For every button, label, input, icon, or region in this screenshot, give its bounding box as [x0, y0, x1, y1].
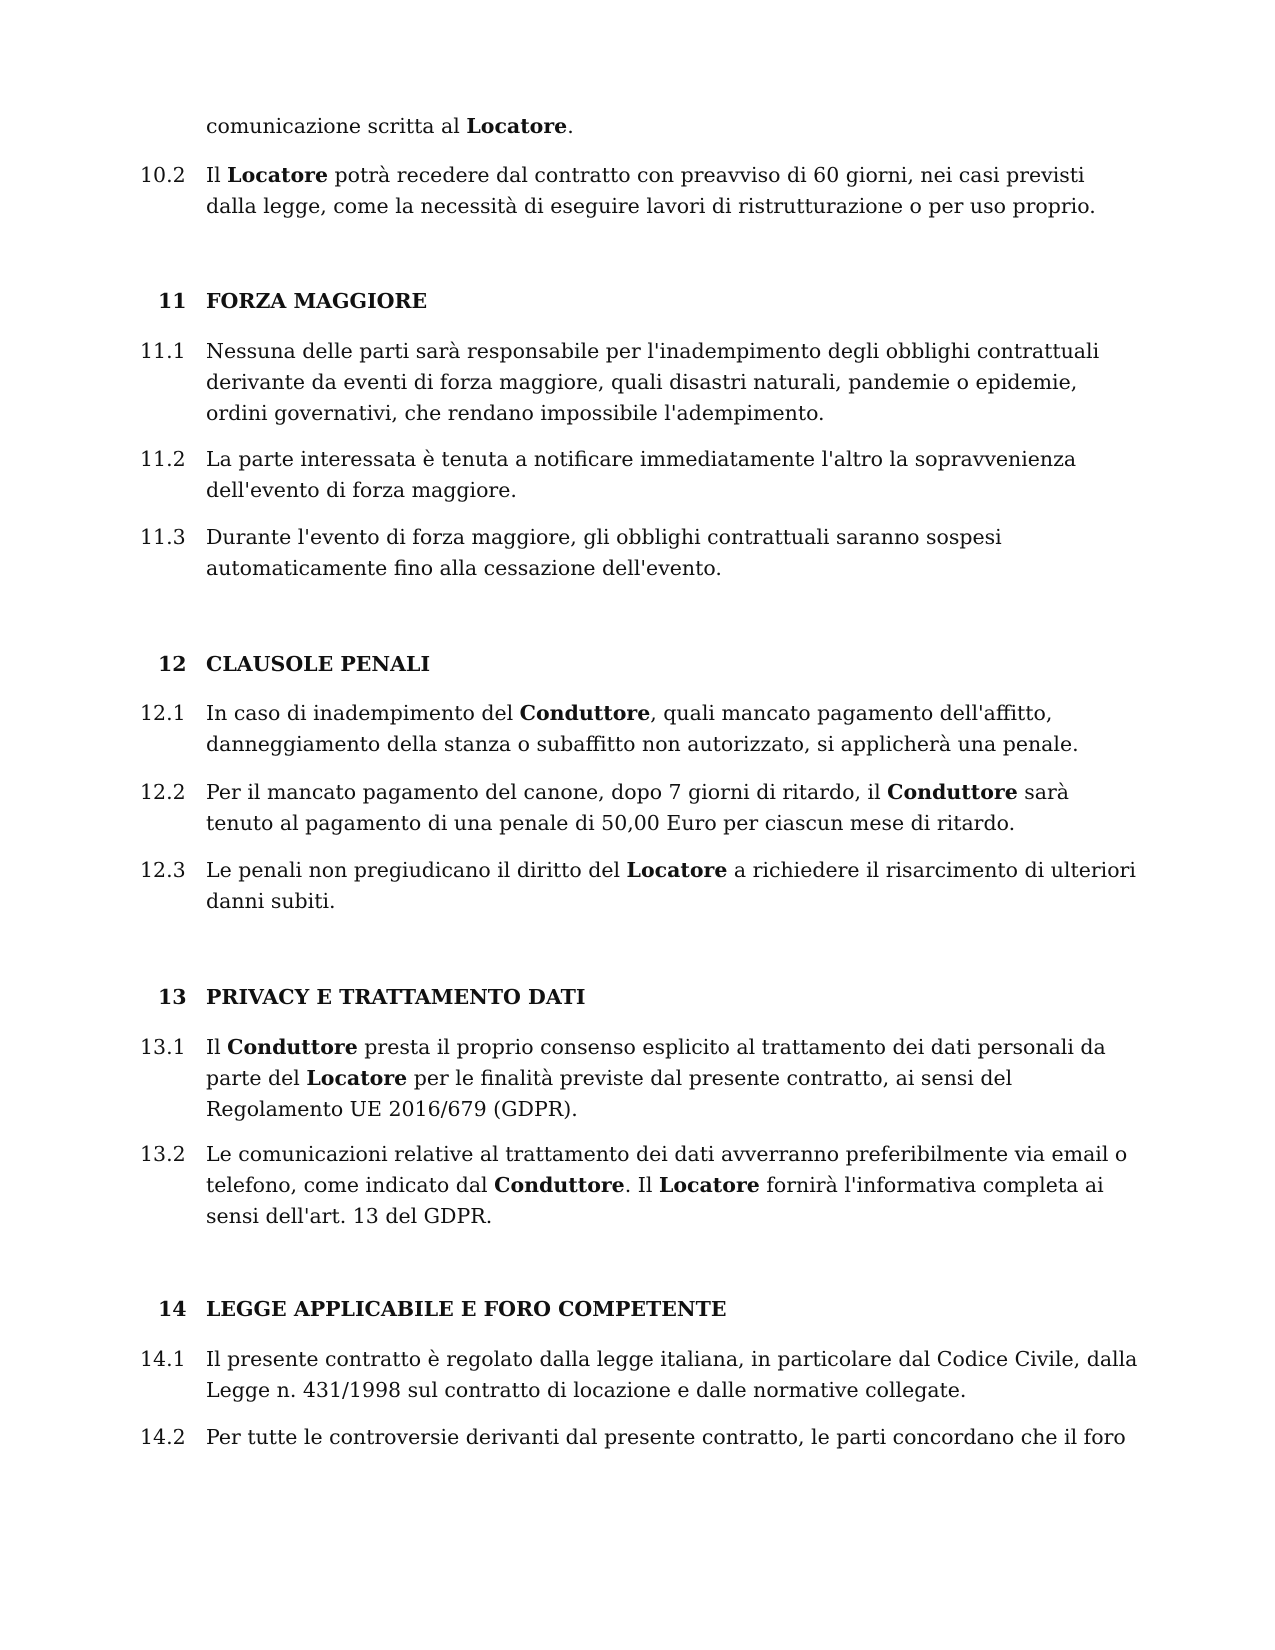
- clause-number: 14.1: [140, 1347, 186, 1371]
- section-13-heading: [140, 982, 1140, 1013]
- clause-text: comunicazione scritta al Locatore.: [206, 114, 574, 138]
- clause-text: Il Locatore potrà recedere dal contratto con preavviso di 60 giorni, nei casi previsti dalla legge, come la necessità di eseguire lavori di ristrutturazione o per uso proprio.: [206, 163, 1096, 218]
- clause-text: Durante l'evento di forza maggiore, gli obblighi contrattuali saranno sospesi automaticamente fino alla cessazione dell'evento.: [206, 525, 1002, 580]
- clause-12-1: [140, 698, 1140, 760]
- clause-14-2: [140, 1422, 1140, 1453]
- section-number: 13: [158, 985, 187, 1009]
- section-12-heading: [140, 649, 1140, 680]
- clause-12-3: [140, 855, 1140, 917]
- clause-number: 13.2: [140, 1142, 186, 1166]
- clause-text: Le penali non pregiudicano il diritto del Locatore a richiedere il risarcimento di ulteriori danni subiti.: [206, 858, 1136, 913]
- clause-number: 11.3: [140, 525, 186, 549]
- clause-text: Nessuna delle parti sarà responsabile per l'inadempimento degli obblighi contrattuali derivante da eventi di forza maggiore, quali disastri naturali, pandemie o epidemie, ordini governativi, che rendano impossibile l'adempimento.: [206, 339, 1100, 425]
- clause-number: [140, 111, 206, 142]
- section-number: 12: [158, 652, 187, 676]
- clause-text: Per tutte le controversie derivanti dal presente contratto, le parti concordano che il foro: [206, 1425, 1126, 1449]
- clause-11-1: [140, 336, 1140, 429]
- clause-text: Le comunicazioni relative al trattamento dei dati avverranno preferibilmente via email o telefono, come indicato dal Conduttore. Il Locatore fornirà l'informativa completa ai sensi dell'art. 13 del GDPR.: [206, 1142, 1128, 1228]
- clause-text: Il Conduttore presta il proprio consenso esplicito al trattamento dei dati personali da parte del Locatore per le finalità previste dal presente contratto, ai sensi del Regolamento UE 2016/679 (GDPR).: [206, 1035, 1106, 1121]
- clause-13-1: [140, 1032, 1140, 1125]
- clause-text: Il presente contratto è regolato dalla legge italiana, in particolare dal Codice Civile, dalla Legge n. 431/1998 sul contratto di locazione e dalle normative collegate.: [206, 1347, 1138, 1402]
- section-title: PRIVACY E TRATTAMENTO DATI: [206, 985, 586, 1009]
- clause-number: 12.3: [140, 858, 186, 882]
- clause-number: 11.1: [140, 339, 186, 363]
- clause-13-2: [140, 1139, 1140, 1232]
- section-title: CLAUSOLE PENALI: [206, 652, 431, 676]
- clause-10-1-continuation: [140, 111, 1140, 142]
- section-14-heading: [140, 1294, 1140, 1325]
- clause-text: La parte interessata è tenuta a notificare immediatamente l'altro la sopravvenienza dell'evento di forza maggiore.: [206, 447, 1077, 502]
- section-number: 11: [158, 289, 187, 313]
- section-title: LEGGE APPLICABILE E FORO COMPETENTE: [206, 1297, 727, 1321]
- section-11-heading: [140, 286, 1140, 317]
- clause-number: 10.2: [140, 163, 186, 187]
- clause-number: 14.2: [140, 1425, 186, 1449]
- clause-number: 11.2: [140, 447, 186, 471]
- clause-11-2: [140, 444, 1140, 506]
- clause-number: 12.2: [140, 780, 186, 804]
- clause-11-3: [140, 522, 1140, 584]
- clause-number: 12.1: [140, 701, 186, 725]
- clause-text: In caso di inadempimento del Conduttore, quali mancato pagamento dell'affitto, danneggiamento della stanza o subaffitto non autorizzato, si applicherà una penale.: [206, 701, 1079, 756]
- section-number: 14: [158, 1297, 187, 1321]
- clause-12-2: [140, 777, 1140, 839]
- clause-text: Per il mancato pagamento del canone, dopo 7 giorni di ritardo, il Conduttore sarà tenuto al pagamento di una penale di 50,00 Euro per ciascun mese di ritardo.: [206, 780, 1070, 835]
- section-title: FORZA MAGGIORE: [206, 289, 428, 313]
- clause-14-1: [140, 1344, 1140, 1406]
- clause-10-2: [140, 160, 1140, 222]
- clause-number: 13.1: [140, 1035, 186, 1059]
